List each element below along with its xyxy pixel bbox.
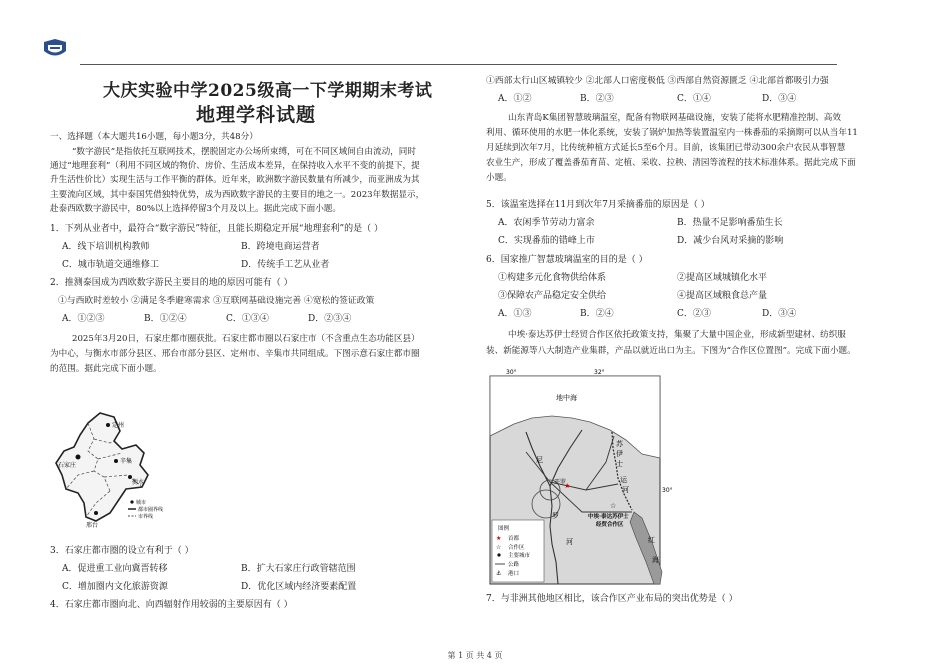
q4-statements: ①西部太行山区城镇较少 ②北部人口密度极低 ③西部自然资源匮乏 ④北部首都吸引力强 (486, 76, 829, 86)
q2-statements: ①与西欧时差较小 ②满足冬季避寒需求 ③互联网基础设施完善 ④宽松的签证政策 (58, 296, 375, 306)
svg-text:伊: 伊 (616, 450, 623, 458)
q3-option-c[interactable]: C．增加圈内文化旅游资源 (62, 582, 168, 592)
q2-option-d[interactable]: D．②③④ (308, 314, 352, 324)
passage3-line: 农业生产，形成了覆盖番茄育苗、定植、采收、拉秧、清园等流程的技术标准体系。据此完成下面 (486, 158, 856, 168)
passage2-line: 2025年3月20日，石家庄都市圈获批。石家庄都市圈以石家庄市（不含重点生态功能区县） (72, 334, 420, 344)
q6-statement-4: ④提高区域粮食总产量 (677, 291, 768, 301)
svg-text:公路: 公路 (508, 562, 520, 568)
lon-32-label: 32° (594, 369, 605, 376)
q1-option-a[interactable]: A．线下培训机构教师 (62, 242, 150, 252)
svg-text:罗: 罗 (552, 512, 559, 520)
suez-cooperation-zone-map (486, 366, 673, 588)
passage1-line: 赴泰西欧数字游民中，80%以上选择停留3个月及以上。据此完成下面小题。 (50, 204, 341, 214)
passage1-line: 主要流向区域，其中泰国凭借独特优势，成为西欧数字游民的主要目的地之一。2023年数据显示， (50, 190, 425, 200)
svg-text:士: 士 (616, 460, 623, 468)
svg-text:苏: 苏 (616, 440, 623, 448)
svg-text:红: 红 (648, 536, 655, 544)
q2-option-a[interactable]: A．①②③ (62, 314, 105, 324)
passage1-line: 通过“地理套利”（利用不同区域的物价、房价、生活成本差异，在保持收入水平不变的前提下，提 (50, 161, 420, 171)
svg-text:衡水: 衡水 (132, 479, 145, 486)
q5-option-a[interactable]: A．农闲季节劳动力富余 (498, 218, 595, 228)
svg-text:尼: 尼 (536, 456, 543, 464)
svg-text:石家庄: 石家庄 (58, 462, 77, 469)
shijiazhuang-metro-map (48, 405, 166, 533)
svg-text:首都: 首都 (508, 536, 520, 542)
question-7: 7．与非洲其他地区相比，该合作区产业布局的突出优势是（ ） (486, 594, 738, 604)
passage3-line: 利用、循环使用的水肥一体化系统，安装了锅炉加热等装置温室内一株番茄的采摘期可以从当年11 (486, 128, 858, 138)
question-1: 1．下列从业者中，最符合“数字游民”特征，且能长期稳定开展“地理套利”的是（ ） (50, 224, 383, 234)
svg-text:合作区: 合作区 (508, 545, 525, 551)
q6-option-d[interactable]: D．③④ (762, 309, 797, 319)
subject-title: 地理学科试题 (196, 104, 317, 126)
q6-option-a[interactable]: A．①③ (498, 309, 532, 319)
q5-option-d[interactable]: D．减少台风对采摘的影响 (677, 236, 784, 246)
page-footer: 第 1 页 共 4 页 (447, 651, 503, 660)
svg-text:辛集: 辛集 (120, 458, 133, 465)
lat-30-label: 30° (662, 487, 673, 494)
passage2-line: 的范围。据此完成下面小题。 (50, 364, 162, 374)
q6-option-c[interactable]: C．②③ (677, 309, 711, 319)
passage1-line: “数字游民”是指依托互联网技术，摆脱固定办公场所束缚，可在不同区域间自由流动，同时 (72, 147, 416, 157)
svg-text:☆: ☆ (610, 502, 617, 510)
q5-option-c[interactable]: C．实现番茄的错峰上市 (498, 236, 595, 246)
map-legend (128, 499, 163, 520)
q6-statement-3: ③保障农产品稳定安全供给 (498, 291, 607, 301)
passage3-line: 小题。 (486, 173, 512, 183)
passage2-line: 为中心，与衡水市部分县区、邢台市部分县区、定州市、辛集市共同组成。下图示意石家庄都市圈 (50, 349, 420, 359)
svg-text:都市圈界线: 都市圈界线 (138, 507, 164, 513)
q6-option-b[interactable]: B．②④ (580, 309, 614, 319)
section-heading: 一、选择题（本大题共16小题，每小题3分，共48分） (50, 132, 258, 142)
passage1-line: 升生活性价比）实现生活与工作平衡的群体。近年来，欧洲数字游民数量有所减少，而亚洲成为其 (50, 175, 420, 185)
question-6: 6．国家推广智慧玻璃温室的目的是（ ） (486, 255, 648, 265)
svg-text:海: 海 (652, 556, 659, 564)
svg-text:河: 河 (566, 538, 573, 546)
svg-text:定州: 定州 (112, 422, 125, 429)
q4-option-a[interactable]: A．①② (498, 94, 532, 104)
svg-text:河: 河 (622, 486, 629, 494)
question-2: 2．推测泰国成为西欧数字游民主要目的地的原因可能有（ ） (50, 278, 293, 288)
question-3: 3．石家庄都市圈的设立有利于（ ） (50, 546, 194, 556)
svg-text:☆: ☆ (496, 544, 502, 551)
q4-option-d[interactable]: D．③④ (762, 94, 797, 104)
q4-option-c[interactable]: C．①④ (677, 94, 711, 104)
q3-option-a[interactable]: A．促进重工业向冀晋转移 (62, 564, 168, 574)
lon-30-label: 30° (506, 369, 517, 376)
q3-option-d[interactable]: D．优化区域内经济要素配置 (241, 582, 357, 592)
svg-text:运: 运 (620, 476, 627, 484)
question-4: 4．石家庄都市圈向北、向西辐射作用较弱的主要原因有（ ） (50, 600, 293, 610)
svg-text:经贸合作区: 经贸合作区 (596, 522, 624, 528)
header-rule (80, 64, 837, 65)
passage3-line: 山东青岛K集团智慧玻璃温室，配备有物联网基础设施，安装了能将水肥精准控制、高效 (508, 113, 841, 123)
q6-statement-2: ②提高区域城镇化水平 (677, 273, 768, 283)
question-5: 5．该温室选择在11月到次年7月采摘番茄的原因是（ ） (486, 200, 710, 210)
q1-option-b[interactable]: B．跨境电商运营者 (241, 242, 320, 252)
sea-label: 地中海 (556, 394, 577, 402)
svg-text:城市: 城市 (136, 500, 147, 506)
school-logo (42, 38, 68, 60)
q3-option-b[interactable]: B．扩大石家庄行政管辖范围 (241, 564, 356, 574)
svg-text:开罗: 开罗 (554, 479, 567, 486)
svg-text:★: ★ (496, 535, 502, 542)
svg-text:港口: 港口 (508, 571, 520, 577)
passage4-line: 中埃·泰达苏伊士经贸合作区依托政策支持，集聚了大量中国企业，形成新型建材、纺织服 (508, 330, 846, 340)
svg-text:中埃·泰达苏伊士: 中埃·泰达苏伊士 (588, 514, 629, 520)
svg-text:⚓: ⚓ (496, 570, 502, 577)
q2-option-b[interactable]: B．①②④ (144, 314, 187, 324)
passage4-line: 装、新能源等八大制造产业集群，产品以就近出口为主。下图为“合作区位置图”。完成下面小题。 (486, 346, 856, 356)
q1-option-d[interactable]: D．传统手工艺从业者 (241, 260, 330, 270)
svg-text:图例: 图例 (498, 526, 510, 532)
exam-title: 大庆实验中学2025级高一下学期期末考试 (103, 81, 433, 101)
svg-text:邢台: 邢台 (86, 522, 99, 529)
svg-text:市界线: 市界线 (138, 514, 154, 520)
q6-statement-1: ①构建多元化食物供给体系 (498, 273, 607, 283)
q4-option-b[interactable]: B．②③ (580, 94, 614, 104)
q5-option-b[interactable]: B．热量不足影响番茄生长 (677, 218, 783, 228)
svg-text:主要城市: 主要城市 (508, 553, 531, 559)
passage3-line: 月延续到次年7月，比传统种植方式延长5至6个月。目前，该集团已带动300余户农民从事智慧 (486, 143, 846, 153)
svg-text:★: ★ (564, 482, 571, 490)
q2-option-c[interactable]: C．①③④ (226, 314, 269, 324)
q1-option-c[interactable]: C．城市轨道交通维修工 (62, 260, 159, 270)
suez-map-legend (492, 520, 544, 582)
